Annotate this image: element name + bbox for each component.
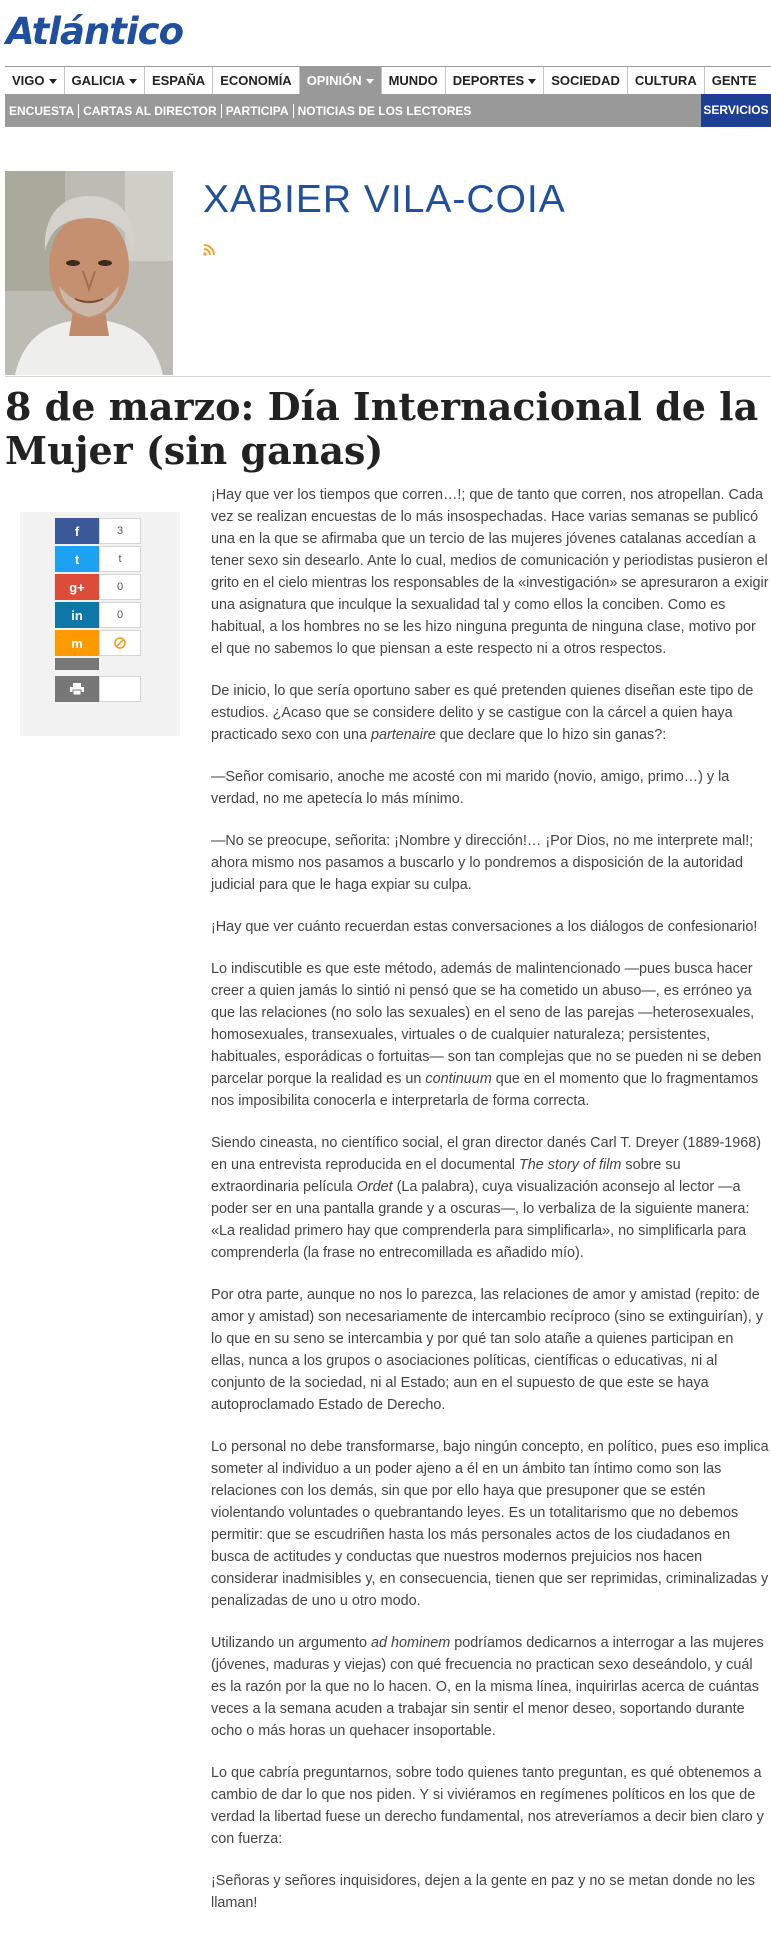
nav-item-label: GALICIA bbox=[71, 73, 125, 88]
paragraph-text: que declare que lo hizo sin ganas?: bbox=[435, 727, 667, 743]
twitter-glyph: t bbox=[74, 551, 80, 567]
paragraph-text: Lo que cabría preguntarnos, sobre todo quienes tanto preguntan, es qué obtenemos a cambio de dar lo que nos piden. Y si viviéramos en regímenes políticos en los que de verdad la libertad fuese un derecho fundamental, nos atreveríamos a decir bien claro y con fuerza: bbox=[211, 1765, 764, 1847]
author-name[interactable]: XABIER VILA-COIA bbox=[203, 178, 566, 221]
share-row-linkedin bbox=[55, 602, 141, 628]
share-row-google-plus bbox=[55, 574, 141, 600]
paragraph-text: sobre su extraordinaria película bbox=[211, 1157, 681, 1195]
subnav-item-encuesta[interactable]: ENCUESTA bbox=[5, 104, 79, 118]
nav-item-label: CULTURA bbox=[634, 73, 697, 88]
paragraph-text: ¡Hay que ver los tiempos que corren…!; que de tanto que corren, nos atropellan. Cada vez se realizan encuestas de lo más insospechadas. Hace varias semanas se publicó una en la que se afirmaba que un tercio de las mujeres jóvenes catalanas accedían a tener sexo sin desearlo. Ante lo cual, medios de comunicación y periodistas pusieron el grito en el cielo mientras los responsables de la «investigación» se apresuraron a exigir una asignatura que inculque la sexualidad tal y como ellos la conciben. Como es habitual, a los hombres no se les hizo ninguna pregunta de ninguna clase, motivo por el que no sabemos lo que piensan a este respecto ni a otros respectos. bbox=[211, 487, 769, 657]
article-paragraph bbox=[211, 680, 769, 746]
chevron-down-icon bbox=[528, 79, 536, 84]
google-plus-glyph: g+ bbox=[69, 579, 85, 595]
chevron-down-icon bbox=[366, 79, 374, 84]
meneame-glyph: m bbox=[71, 635, 83, 651]
primary-nav bbox=[5, 66, 771, 94]
article-paragraph bbox=[211, 830, 769, 896]
nav-item-galicia[interactable] bbox=[65, 67, 145, 94]
share-row-twitter bbox=[55, 546, 141, 572]
site-logo-text: Atlántico bbox=[6, 10, 184, 53]
share-count: 0 bbox=[99, 574, 141, 600]
subnav-item-participa[interactable]: PARTICIPA bbox=[222, 104, 294, 118]
share-count: 3 bbox=[99, 518, 141, 544]
paragraph-text: —Señor comisario, anoche me acosté con mi marido (novio, amigo, primo…) y la verdad, no me apetecía lo más mínimo. bbox=[211, 769, 730, 807]
share-count: t bbox=[99, 546, 141, 572]
article-paragraph bbox=[211, 1870, 769, 1914]
rss-icon[interactable] bbox=[203, 243, 215, 255]
author-divider bbox=[5, 376, 771, 377]
article-title: 8 de marzo: Día Internacional de la Mujer (sin ganas) bbox=[5, 384, 759, 473]
italic-text: ad hominem bbox=[371, 1635, 451, 1651]
nav-item-economía[interactable] bbox=[213, 67, 300, 94]
article-paragraph bbox=[211, 916, 769, 938]
nav-item-label: OPINIÓN bbox=[306, 73, 362, 88]
chevron-down-icon bbox=[129, 79, 137, 84]
nav-item-label: SOCIEDAD bbox=[551, 73, 620, 88]
paragraph-text: De inicio, lo que sería oportuno saber es qué pretenden quienes diseñan este tipo de estudios. ¿Acaso que se considere delito y se castigue con la cárcel a quien haya practicado sexo con una bbox=[211, 683, 754, 743]
nav-item-cultura[interactable] bbox=[628, 67, 705, 94]
nav-item-vigo[interactable] bbox=[5, 67, 65, 94]
article-body bbox=[211, 484, 769, 1934]
google-plus-icon[interactable] bbox=[55, 574, 99, 600]
share-count: 0 bbox=[99, 602, 141, 628]
paragraph-text: Lo indiscutible es que este método, además de malintencionado —pues busca hacer creer a quien jamás lo sintió ni pensó que se ha cometido un abuso—, es erróneo ya que las relaciones (no solo las sexuales) en el seno de las parejas —heterosexuales, homosexuales, transexuales, virtuales o de cualquier naturaleza; persistentes, habituales, esporádicas o fortuitas— son tan complejas que no se pueden ni se deben parcelar porque la realidad es un bbox=[211, 961, 762, 1087]
nav-item-opinión[interactable] bbox=[300, 67, 382, 94]
article-paragraph bbox=[211, 1436, 769, 1612]
article-paragraph bbox=[211, 484, 769, 660]
article-paragraph bbox=[211, 1632, 769, 1742]
site-logo[interactable] bbox=[6, 10, 183, 54]
italic-text: continuum bbox=[425, 1071, 492, 1087]
services-button[interactable]: SERVICIOS bbox=[701, 94, 771, 127]
article-paragraph bbox=[211, 958, 769, 1112]
article-paragraph bbox=[211, 1132, 769, 1264]
print-icon[interactable] bbox=[55, 676, 99, 702]
paragraph-text: ¡Hay que ver cuánto recuerdan estas conversaciones a los diálogos de confesionario! bbox=[211, 919, 758, 935]
share-panel bbox=[20, 512, 180, 736]
chevron-down-icon bbox=[49, 79, 57, 84]
share-row-more bbox=[55, 658, 141, 670]
share-row-print bbox=[55, 676, 141, 702]
nav-item-label: ECONOMÍA bbox=[220, 73, 292, 88]
facebook-glyph: f bbox=[74, 523, 80, 539]
paragraph-text: que en el momento que lo fragmentamos nos imposibilita conocerla e interpretarla de forma correcta. bbox=[211, 1071, 759, 1109]
secondary-nav bbox=[5, 94, 771, 127]
italic-text: Ordet bbox=[356, 1179, 393, 1195]
italic-text: The story of film bbox=[519, 1157, 622, 1173]
share-count bbox=[99, 676, 141, 702]
facebook-icon[interactable] bbox=[55, 518, 99, 544]
share-row-facebook bbox=[55, 518, 141, 544]
meneame-icon[interactable] bbox=[55, 630, 99, 656]
paragraph-text: Utilizando un argumento bbox=[211, 1635, 371, 1651]
subnav-item-noticias-de-los-lectores[interactable]: NOTICIAS DE LOS LECTORES bbox=[297, 103, 472, 118]
italic-text: partenaire bbox=[371, 727, 436, 743]
nav-item-label: DEPORTES bbox=[452, 73, 525, 88]
more-icon[interactable] bbox=[55, 658, 99, 670]
article-paragraph bbox=[211, 766, 769, 810]
nav-item-label: GENTE bbox=[711, 73, 757, 88]
paragraph-text: —No se preocupe, señorita: ¡Nombre y dirección!… ¡Por Dios, no me interprete mal!; ahora mismo nos pasamos a buscarlo y lo pondremos a disposición de la autoridad judicial para que le haga expiar su culpa. bbox=[211, 833, 754, 893]
nav-item-sociedad[interactable] bbox=[544, 67, 628, 94]
share-row-meneame bbox=[55, 630, 141, 656]
paragraph-text: (La palabra), cuya visualización aconsejo al lector —a poder ser en una pantalla grande y a oscuras—, lo verbaliza de la siguiente manera: «La realidad primero hay que comprenderla para simplificarla», no simplificarla para comprenderla (la frase no entrecomillada es añadido mío). bbox=[211, 1179, 750, 1261]
paragraph-text: Lo personal no debe transformarse, bajo ningún concepto, en político, pues eso implica someter al individuo a un poder ajeno a él en un ámbito tan íntimo como son las relaciones con los demás, sin que por ello haya que presuponer que se estén violentando voluntades o quebrantando leyes. Es un totalitarismo que no debemos permitir: que se escudriñen hasta los más personales actos de los ciudadanos en busca de actitudes y conductas que nuestros modernos prejuicios nos hacen considerar inadmisibles y, en consecuencia, tienen que ser reprimidas, criminalizadas y penalizadas de uno u otro modo. bbox=[211, 1439, 769, 1609]
nav-item-mundo[interactable] bbox=[382, 67, 446, 94]
article-paragraph bbox=[211, 1284, 769, 1416]
nav-item-label: VIGO bbox=[12, 73, 45, 88]
nav-item-deportes[interactable] bbox=[446, 67, 545, 94]
nav-item-label: MUNDO bbox=[388, 73, 438, 88]
nav-item-gente[interactable] bbox=[705, 67, 764, 94]
author-photo bbox=[5, 171, 173, 375]
paragraph-text: podríamos dedicarnos a interrogar a las mujeres (jóvenes, maduras y viejas) con qué frecuencia no practican sexo deseándolo, y cuál es la razón por la que no lo hacen. O, en la misma línea, inquirirlas acerca de cuántas veces a la semana acuden a trabajar sin sentir el menor deseo, soportando durante ocho o más horas un quehacer insoportable. bbox=[211, 1635, 764, 1739]
twitter-icon[interactable] bbox=[55, 546, 99, 572]
article-paragraph bbox=[211, 1762, 769, 1850]
nav-item-españa[interactable] bbox=[145, 67, 213, 94]
nav-item-label: ESPAÑA bbox=[151, 73, 206, 88]
linkedin-icon[interactable] bbox=[55, 602, 99, 628]
subnav-item-cartas-al-director[interactable]: CARTAS AL DIRECTOR bbox=[79, 104, 222, 118]
meneame-count-icon bbox=[113, 636, 127, 650]
paragraph-text: Siendo cineasta, no científico social, el gran director danés Carl T. Dreyer (1889-1968) en una entrevista reproducida en el documental bbox=[211, 1135, 762, 1173]
share-count bbox=[99, 630, 141, 656]
linkedin-glyph: in bbox=[71, 607, 83, 623]
paragraph-text: ¡Señoras y señores inquisidores, dejen a la gente en paz y no se metan donde no les llaman! bbox=[211, 1873, 755, 1911]
paragraph-text: Por otra parte, aunque no nos lo parezca, las relaciones de amor y amistad (repito: de amor y amistad) son necesariamente de intercambio recíproco (sino se extinguirían), y lo que en su seno se intercambia y por qué tan solo atañe a quienes participan en ellas, nunca a los grupos o asociaciones políticas, científicas o educativas, ni al conjunto de la sociedad, ni al Estado; aun en el supuesto de que este se haya autoproclamado Estado de Derecho. bbox=[211, 1287, 763, 1413]
